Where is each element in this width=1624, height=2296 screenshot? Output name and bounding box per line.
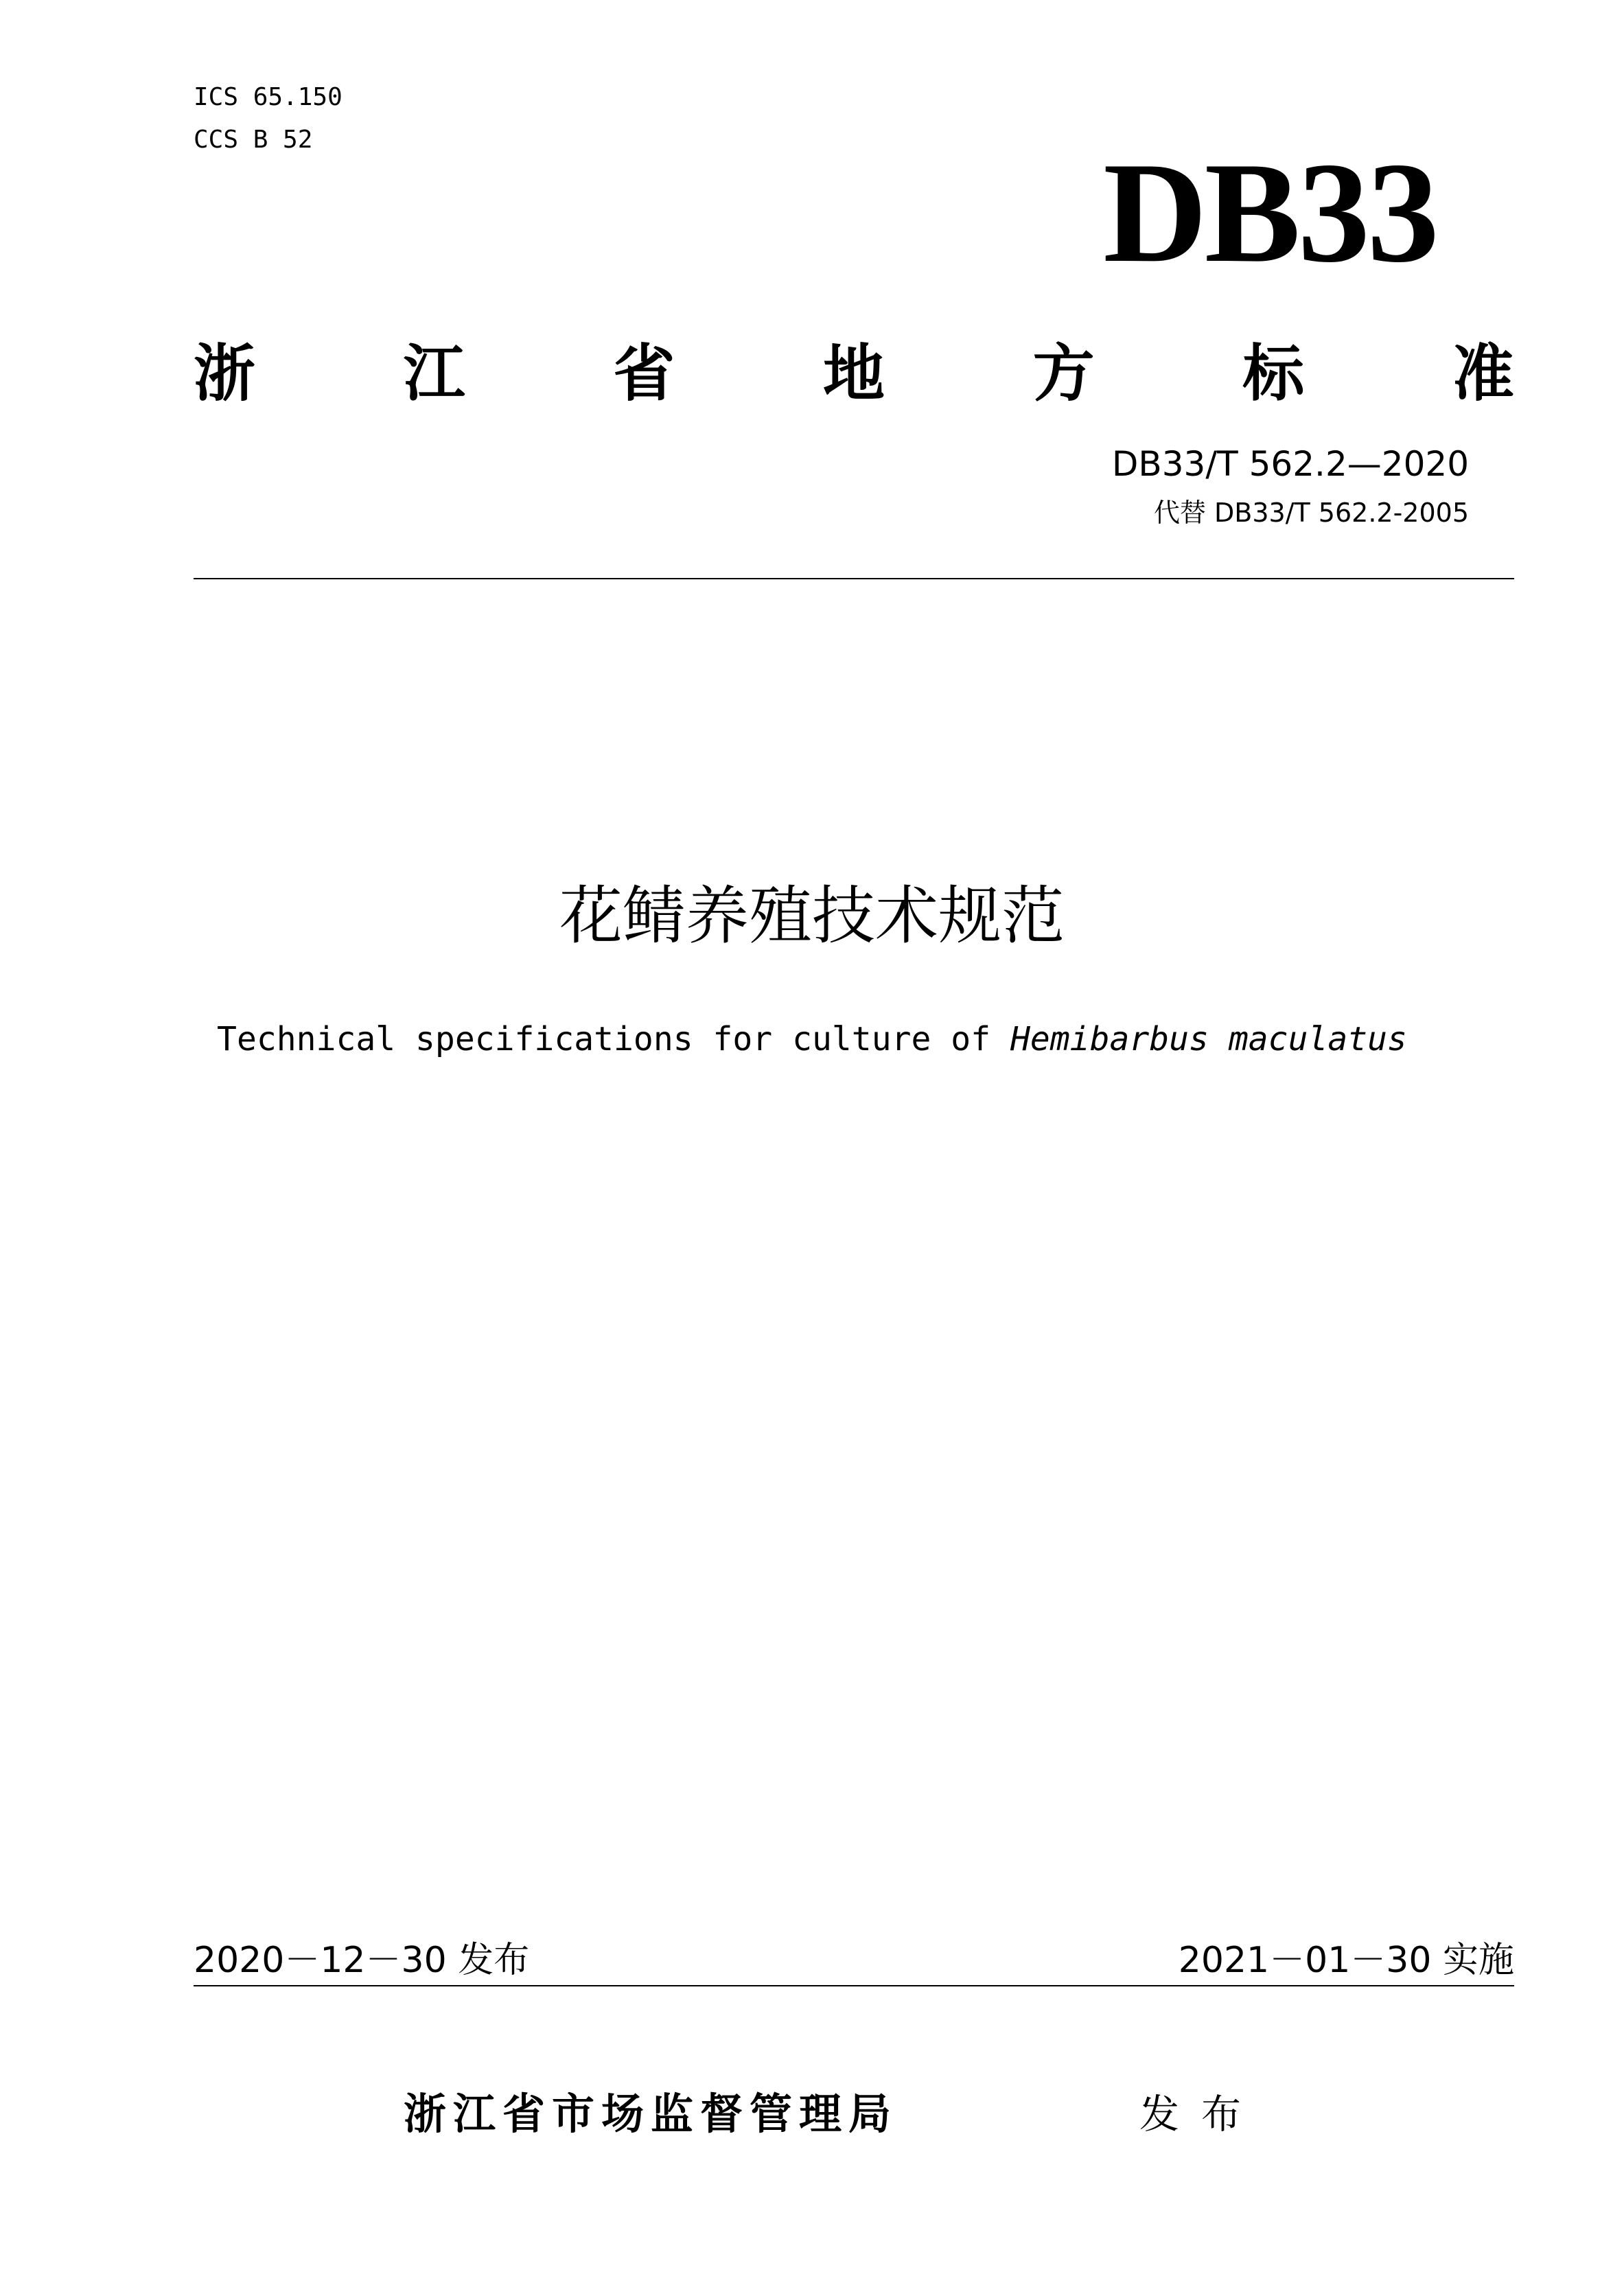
standard-type-char: 江	[403, 338, 465, 410]
title-english	[0, 1019, 1624, 1060]
implement-date: 2021－01－30 实施	[1178, 1940, 1514, 1981]
standard-type-char: 省	[613, 338, 675, 410]
issuing-authority: 浙江省市场监督管理局	[404, 2089, 898, 2139]
standard-type-char: 标	[1242, 338, 1305, 410]
standard-type-char: 方	[1032, 338, 1095, 410]
title-chinese: 花鲭养殖技术规范	[559, 879, 1065, 953]
footer-divider	[194, 1985, 1514, 1986]
standard-number: DB33/T 562.2—2020	[1111, 444, 1469, 484]
standard-type-heading	[194, 320, 1514, 416]
title-english-species: Hemibarbus maculatus	[1010, 1020, 1407, 1058]
ics-code: ICS 65.150	[194, 83, 343, 111]
standard-code: DB33	[1103, 133, 1437, 292]
ccs-code: CCS B 52	[194, 126, 313, 154]
standard-type-char: 地	[822, 338, 885, 410]
standard-type-char: 浙	[194, 338, 255, 410]
issue-label: 发布	[1139, 2091, 1264, 2137]
publish-date: 2020－12－30 发布	[194, 1940, 530, 1981]
title-english-prefix: Technical specifications for culture of	[217, 1020, 1010, 1058]
header-divider	[194, 578, 1514, 579]
standard-type-char: 准	[1452, 338, 1514, 410]
replaces-note: 代替 DB33/T 562.2-2005	[1153, 498, 1469, 528]
